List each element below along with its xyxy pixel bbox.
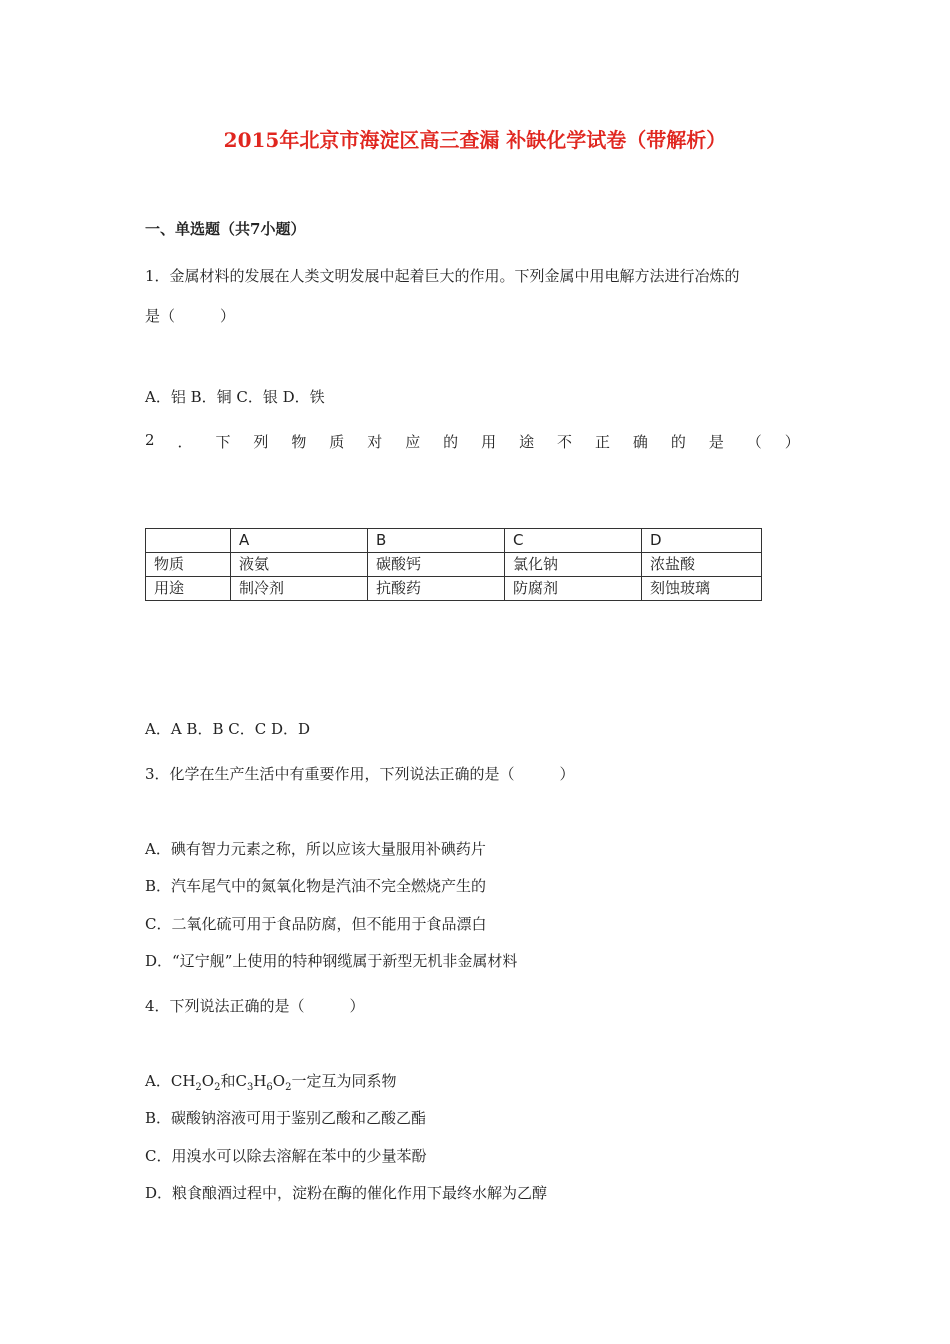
stem-char: 不 [557, 433, 573, 451]
option-text: 一定互为同系物 [291, 1072, 397, 1090]
substance-use-table [145, 528, 762, 601]
question-2-options: A．A B．B C．C D．D [145, 720, 311, 738]
table-cell: A [231, 529, 368, 553]
stem-char: 途 [519, 433, 535, 451]
question-3-option-c: C．二氧化硫可用于食品防腐，但不能用于食品漂白 [145, 915, 487, 933]
stem-char: ） [784, 433, 800, 451]
table-cell: 抗酸药 [368, 577, 505, 601]
table-row [146, 577, 762, 601]
question-1-stem-line2: 是（ ） [145, 307, 236, 325]
stem-char: 应 [405, 433, 421, 451]
stem-char: 是 [708, 433, 724, 451]
question-3-option-b: B．汽车尾气中的氮氧化物是汽油不完全燃烧产生的 [145, 877, 487, 895]
formula-subscript: 2 [214, 1082, 221, 1093]
formula-subscript: 6 [266, 1082, 273, 1093]
table-cell: 用途 [146, 577, 231, 601]
formula-text: 和C [220, 1072, 247, 1090]
question-4-option-b: B．碳酸钠溶液可用于鉴别乙酸和乙酸乙酯 [145, 1109, 427, 1127]
stem-char: 2 [145, 431, 155, 449]
table-cell: 碳酸钙 [368, 553, 505, 577]
option-label: A． [145, 1072, 171, 1090]
question-4-option-d: D．粮食酿酒过程中，淀粉在酶的催化作用下最终水解为乙醇 [145, 1184, 548, 1202]
stem-char: 下 [215, 433, 231, 451]
question-1-stem-line1: 1．金属材料的发展在人类文明发展中起着巨大的作用。下列金属中用电解方法进行冶炼的 [145, 267, 740, 285]
table-cell: 液氨 [231, 553, 368, 577]
formula-text: H [253, 1072, 267, 1090]
formula-subscript: 2 [195, 1082, 202, 1093]
table-cell: 刻蚀玻璃 [642, 577, 762, 601]
formula-text: O [201, 1072, 215, 1090]
table-cell: C [505, 529, 642, 553]
stem-char: 确 [632, 433, 648, 451]
stem-char: 质 [329, 433, 345, 451]
table-cell [146, 529, 231, 553]
stem-char: 的 [670, 433, 686, 451]
question-4-stem: 4．下列说法正确的是（ ） [145, 997, 365, 1015]
table-cell: B [368, 529, 505, 553]
table-cell: 制冷剂 [231, 577, 368, 601]
formula-text: O [272, 1072, 286, 1090]
stem-char: （ [746, 433, 762, 451]
formula-text: CH [170, 1072, 196, 1090]
table-cell: 防腐剂 [505, 577, 642, 601]
question-4-option-a [145, 1070, 397, 1093]
question-3-option-d: D．“辽宁舰”上使用的特种钢缆属于新型无机非金属材料 [145, 952, 518, 970]
table-row [146, 553, 762, 577]
page-title: 2015年北京市海淀区高三查漏 补缺化学试卷（带解析） [223, 128, 727, 152]
question-3-option-a: A．碘有智力元素之称，所以应该大量服用补碘药片 [145, 840, 486, 858]
table-cell: 物质 [146, 553, 231, 577]
table-cell: D [642, 529, 762, 553]
stem-char: 对 [367, 433, 383, 451]
table-cell: 浓盐酸 [642, 553, 762, 577]
stem-char: 的 [443, 433, 459, 451]
question-4-option-c: C．用溴水可以除去溶解在苯中的少量苯酚 [145, 1147, 427, 1165]
formula-subscript: 3 [246, 1082, 254, 1093]
question-3-stem: 3．化学在生产生活中有重要作用，下列说法正确的是（ ） [145, 765, 575, 783]
question-2-stem [145, 431, 800, 452]
question-1-options: A．铝 B．铜 C．银 D．铁 [145, 388, 325, 406]
table-cell: 氯化钠 [505, 553, 642, 577]
stem-char: 物 [291, 433, 307, 451]
stem-char: 列 [253, 433, 269, 451]
stem-char: 正 [594, 433, 610, 451]
stem-char: ． [177, 433, 193, 451]
formula-subscript: 2 [285, 1082, 292, 1093]
table-header-row [146, 529, 762, 553]
section-heading: 一、单选题（共7小题） [145, 220, 306, 238]
stem-char: 用 [481, 433, 497, 451]
